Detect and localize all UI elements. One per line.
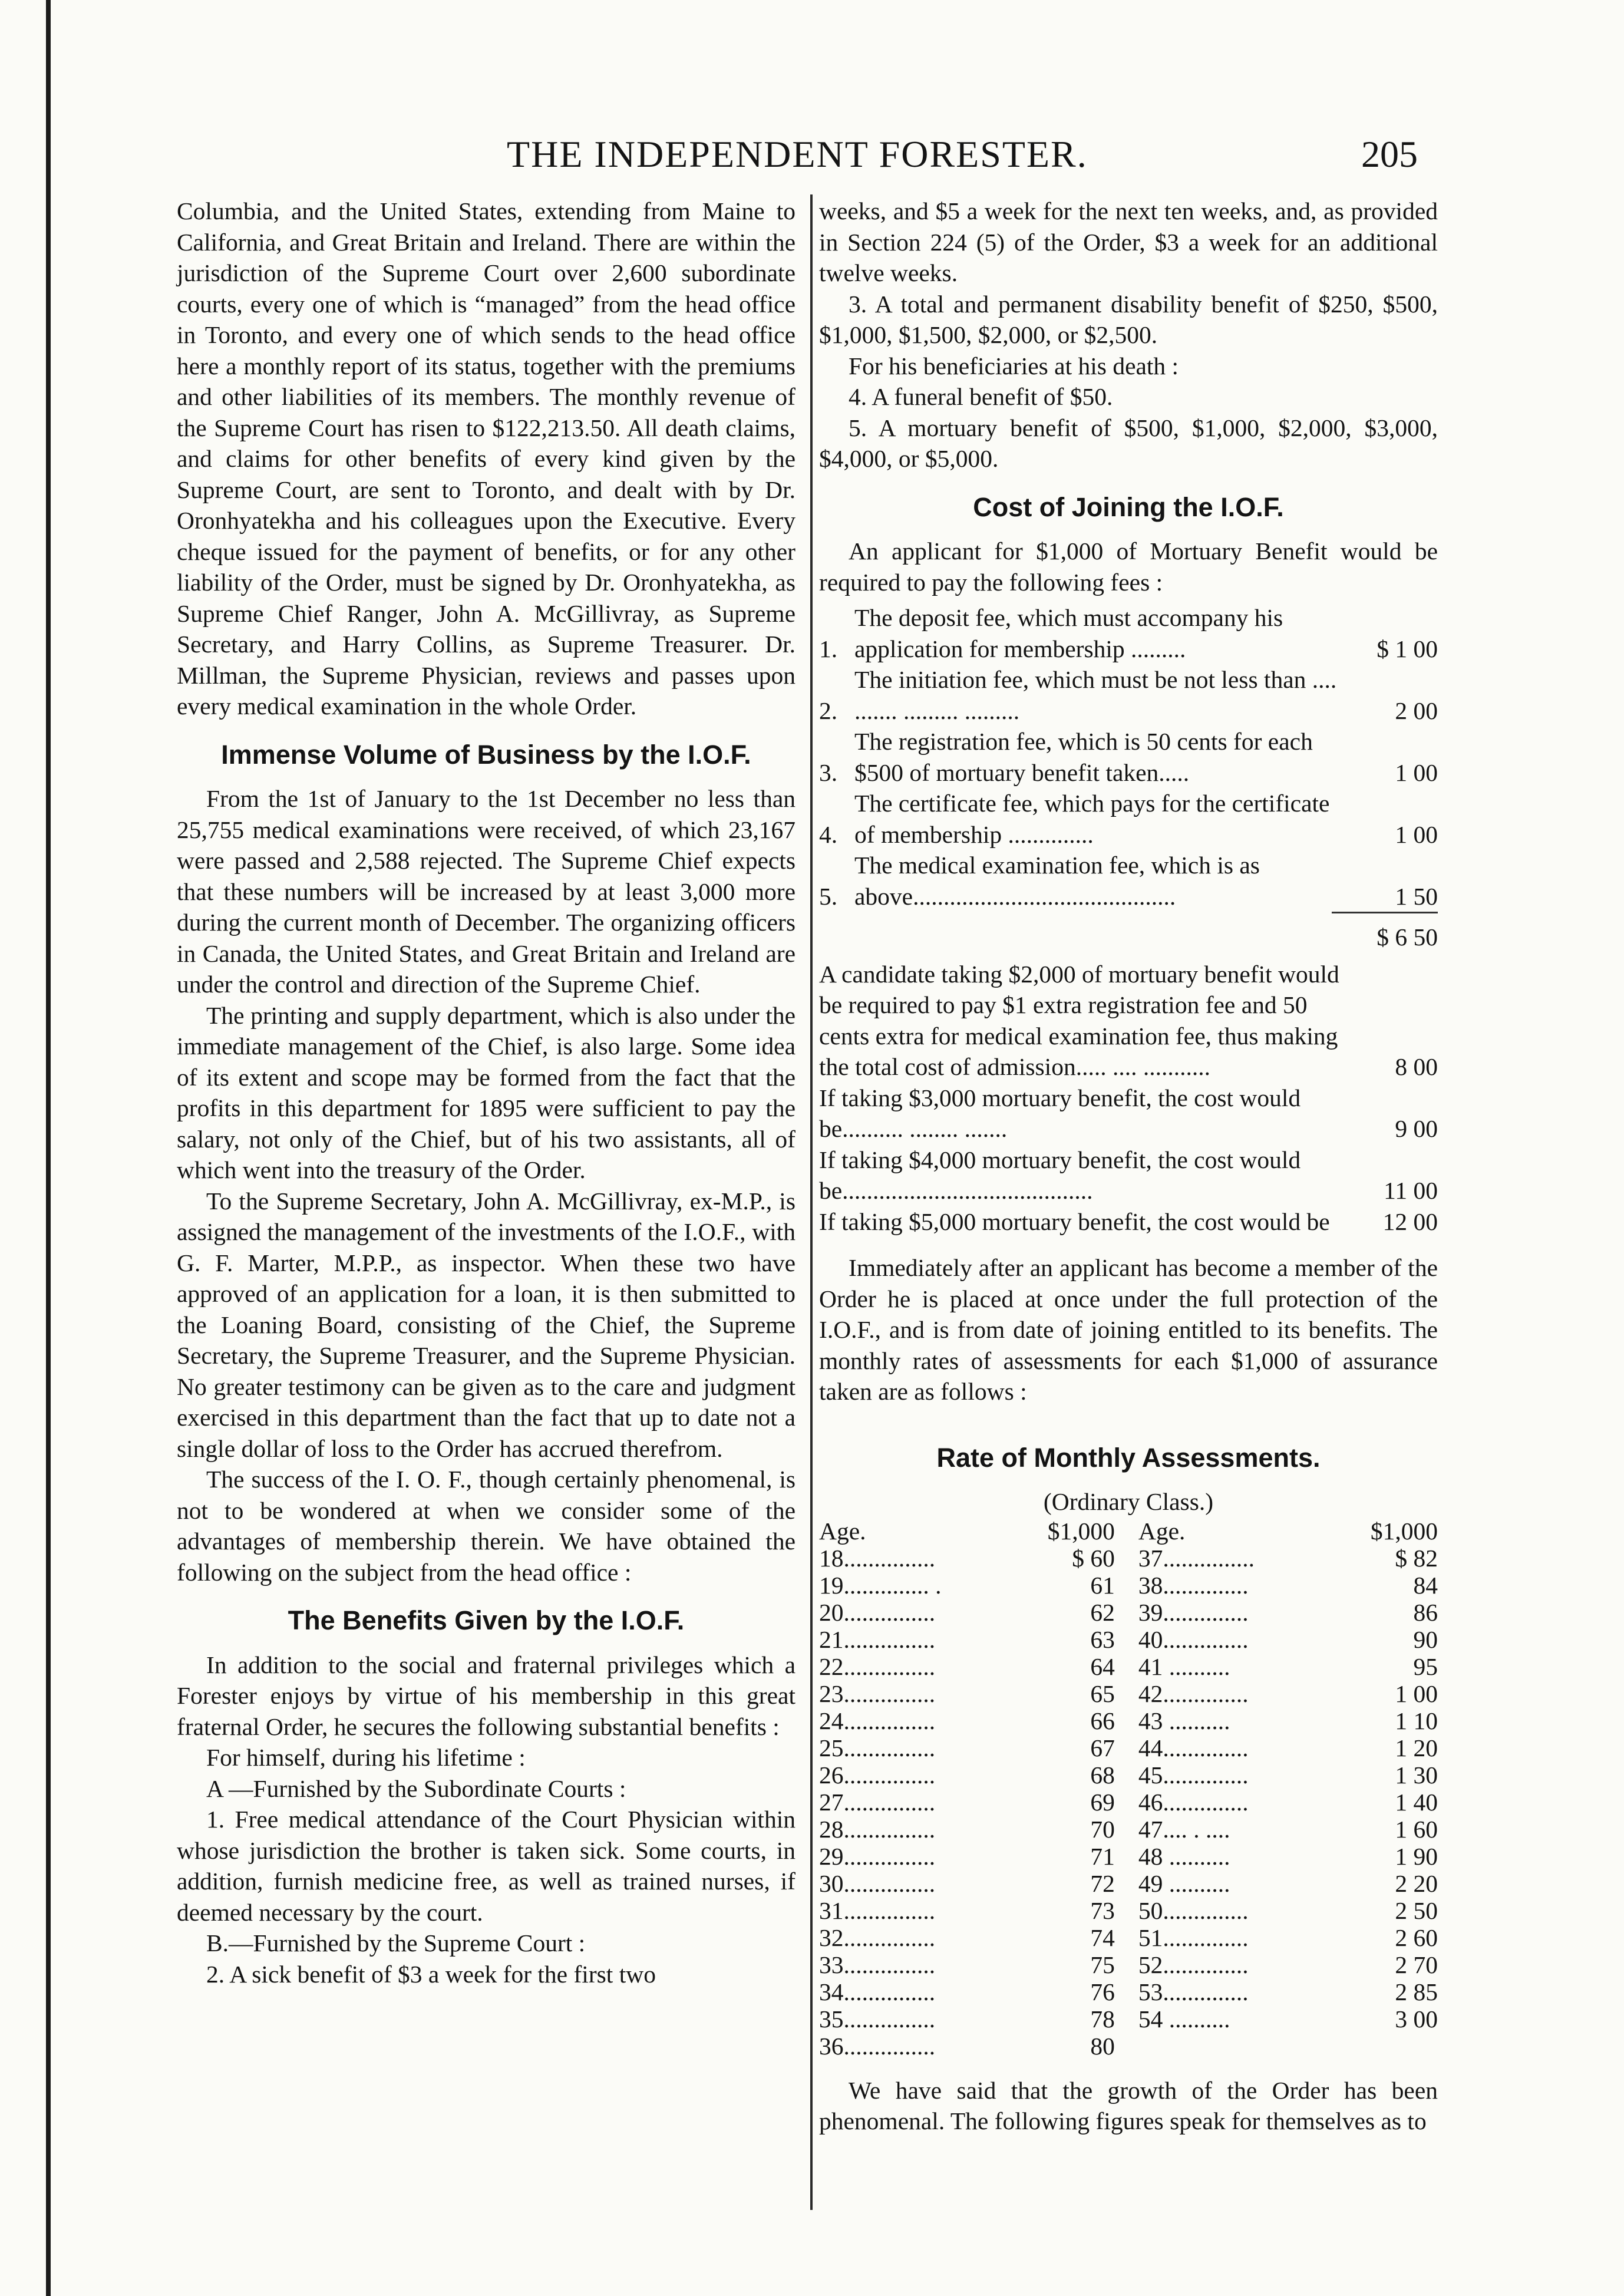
rate-cell: 1 60 [1395,1815,1438,1843]
rate-cell: 80 [1090,2032,1115,2060]
header-age: Age. [1138,1517,1186,1545]
rate-cell: 75 [1090,1951,1115,1978]
rates-row [819,1924,1438,1951]
rates-row [819,1870,1438,1897]
rate-cell: 76 [1090,1978,1115,2005]
header-age: Age. [819,1517,866,1545]
fee-amount: 1 00 [1395,758,1438,786]
running-title: THE INDEPENDENT FORESTER. [507,133,1088,175]
paragraph: For himself, during his lifetime : [206,1744,526,1771]
rates-row [819,1680,1438,1707]
paragraph: Immediately after an applicant has become a member of the Order he is placed at once under the full protection of the I.O.F., and is from date of joining entitled to its benefits. The monthly rates of assessments for each $1,000 of assurance taken are as follows : [819,1254,1438,1405]
rate-cell: 90 [1413,1625,1438,1653]
candidate-amount: 11 00 [1384,1177,1438,1204]
age-cell: 52.............. [1138,1951,1249,1978]
age-cell: 49 .......... [1138,1869,1230,1897]
age-cell: 22............... [819,1652,936,1680]
age-cell: 51.............. [1138,1924,1249,1951]
age-cell: 41 .......... [1138,1652,1230,1680]
age-cell: 43 .......... [1138,1707,1230,1734]
rates-table [819,1518,1438,2060]
rate-cell: 78 [1090,2005,1115,2033]
paragraph: An applicant for $1,000 of Mortuary Benefit would be required to pay the following fees : [819,537,1438,596]
fee-number: 4. [819,820,838,848]
age-cell: 34............... [819,1978,936,2005]
candidate-item [819,1083,1438,1144]
rates-row [819,1951,1438,1978]
rates-row [819,1897,1438,1924]
paragraph: The success of the I. O. F., though certainly phenomenal, is not to be wondered at when we consider some of the advantages of membership therein. We have obtained the following on the subject from the head office : [177,1466,796,1586]
fee-text: The initiation fee, which must be not less than .... ....... ......... ......... [854,666,1337,724]
rate-cell: 67 [1090,1734,1115,1761]
fee-number: 3. [819,758,838,786]
rate-cell: 1 00 [1395,1680,1438,1707]
paragraph: 1. Free medical attendance of the Court Physician within whose jurisdiction the brother is taken sick. Some courts, in addition, furnish medicine free, as well as trained nurses, if deemed necessary by the court. [177,1806,796,1926]
age-cell: 24............... [819,1707,936,1734]
age-cell: 38.............. [1138,1571,1249,1599]
paragraph: weeks, and $5 a week for the next ten weeks, and, as provided in Section 224 (5) of the Order, $3 a week for an additional twelve weeks. [819,197,1438,286]
fee-item [819,602,1438,664]
candidate-amount: 12 00 [1382,1208,1438,1235]
rate-cell: 3 00 [1395,2005,1438,2033]
fee-list [819,602,1438,953]
rate-cell: $ 60 [1072,1544,1115,1572]
rates-row [819,1653,1438,1680]
left-column [177,196,796,1990]
age-cell: 18............... [819,1544,936,1572]
fee-text: The medical examination fee, which is as above........................................... [854,852,1260,910]
age-cell: 31............... [819,1896,936,1924]
paragraph: 2. A sick benefit of $3 a week for the first two [206,1960,656,1988]
age-cell: 27............... [819,1788,936,1816]
age-cell: 47.... . .... [1138,1815,1230,1843]
rate-cell: 61 [1090,1571,1115,1599]
fee-item [819,788,1438,850]
candidate-item [819,1206,1438,1238]
paragraph: 5. A mortuary benefit of $500, $1,000, $2,000, $3,000, $4,000, or $5,000. [819,414,1438,472]
rates-row [819,1734,1438,1761]
fee-amount: 2 00 [1395,697,1438,724]
rate-cell: 1 20 [1395,1734,1438,1761]
age-cell: 44.............. [1138,1734,1249,1761]
paragraph: B.—Furnished by the Supreme Court : [206,1929,586,1957]
age-cell: 35............... [819,2005,936,2033]
rates-row [819,1978,1438,2005]
rate-cell: 71 [1090,1842,1115,1870]
paragraph: Columbia, and the United States, extending from Maine to California, and Great Britain and Ireland. There are within the jurisdiction of the Supreme Court over 2,600 subordinate courts, every one of which is “managed” from the head office in Toronto, and every one of which sends to the head office here a monthly report of its status, together with the premiums and other liabilities of its members. The monthly revenue of the Supreme Court has risen to $122,213.50. All death claims, and claims for other benefits of every kind given by the Supreme Court, are sent to Toronto, and dealt with by Dr. Oronhyatekha and his colleagues upon the Executive. Every cheque issued for the payment of benefits, or for any other liability of the Order, must be signed by Dr. Oronhyatekha, as Supreme Chief Ranger, John A. McGillivray, as Supreme Secretary, and Harry Collins, as Supreme Treasurer. Dr. Millman, the Supreme Physician, reviews and passes upon every medical examination in the whole Order. [177,197,796,720]
age-cell: 45.............. [1138,1761,1249,1789]
rate-cell: 1 10 [1395,1707,1438,1734]
rate-cell [1333,2033,1438,2060]
age-cell: 39.............. [1138,1598,1249,1626]
total-rule [1332,912,1438,913]
rate-cell: 63 [1090,1625,1115,1653]
age-cell: 46.............. [1138,1788,1249,1816]
section-heading-rates: Rate of Monthly Assessments. [936,1442,1321,1473]
age-cell: 30............... [819,1869,936,1897]
age-cell: 48 .......... [1138,1842,1230,1870]
fee-text: The registration fee, which is 50 cents for each $500 of mortuary benefit taken..... [854,728,1313,786]
page-number: 205 [1361,133,1418,175]
rate-cell: 86 [1413,1598,1438,1626]
rate-cell: 2 60 [1395,1924,1438,1951]
age-cell: 20............... [819,1598,936,1626]
rate-cell: $ 82 [1395,1544,1438,1572]
age-cell: 53.............. [1138,1978,1249,2005]
right-column [819,196,1438,2137]
rate-cell: 2 20 [1395,1869,1438,1897]
rate-cell: 66 [1090,1707,1115,1734]
rate-cell: 62 [1090,1598,1115,1626]
rate-cell: 1 90 [1395,1842,1438,1870]
rate-cell: 69 [1090,1788,1115,1816]
fee-item [819,664,1438,726]
fee-number: 1. [819,635,838,662]
paragraph: We have said that the growth of the Order has been phenomenal. The following figures speak for themselves as to [819,2076,1438,2135]
paragraph: 4. A funeral benefit of $50. [849,383,1113,410]
paragraph: To the Supreme Secretary, John A. McGillivray, ex-M.P., is assigned the management of the investments of the I.O.F., with G. F. Marter, M.P.P., as inspector. When these two have approved of an application for a loan, it is then submitted to the Loaning Board, consisting of the Chief, the Supreme Secretary, the Supreme Treasurer, and the Supreme Physician. No greater testimony can be given as to the care and judgment exercised in this department than the fact that up to date not a single dollar of loss to the Order has accrued therefrom. [177,1187,796,1462]
paragraph: In addition to the social and fraternal privileges which a Forester enjoys by virtue of his membership in this great fraternal Order, he secures the following substantial benefits : [177,1651,796,1740]
fee-item [819,726,1438,788]
fee-amount: 1 00 [1395,820,1438,848]
candidate-text: A candidate taking $2,000 of mortuary benefit would be required to pay $1 extra registration fee and 50 cents extra for medical examination fee, thus making the total cost of admission..... .... ........... [819,960,1339,1080]
age-cell: 21............... [819,1625,936,1653]
candidate-item [819,959,1438,1083]
candidate-list [819,959,1438,1238]
age-cell: 25............... [819,1734,936,1761]
rates-header-row [819,1518,1438,1545]
rates-row [819,1707,1438,1734]
rate-cell: 74 [1090,1924,1115,1951]
column-divider [810,194,813,2210]
section-heading-cost: Cost of Joining the I.O.F. [973,491,1284,522]
candidate-item [819,1144,1438,1206]
header-amount: $1,000 [1370,1517,1438,1545]
age-cell: 29............... [819,1842,936,1870]
rate-cell: 2 85 [1395,1978,1438,2005]
fee-amount: $ 1 00 [1377,635,1438,662]
fee-text: The deposit fee, which must accompany his application for membership ......... [854,604,1283,662]
rates-row [819,1816,1438,1843]
rates-row [819,1789,1438,1816]
rates-body [819,1545,1438,2060]
rates-subheading: (Ordinary Class.) [1043,1488,1214,1515]
age-cell: 32............... [819,1924,936,1951]
age-cell: 36............... [819,2032,936,2060]
fee-number: 5. [819,882,838,910]
paragraph: From the 1st of January to the 1st December no less than 25,755 medical examinations were received, of which 23,167 were passed and 2,588 rejected. The Supreme Chief expects that these numbers will be increased by at least 3,000 more during the current month of December. The organizing officers in Canada, the United States, and Great Britain and Ireland are under the control and direction of the Supreme Chief. [177,785,796,998]
age-cell: 19.............. . [819,1571,942,1599]
rate-cell: 72 [1090,1869,1115,1897]
age-cell: 23............... [819,1680,936,1707]
rate-cell: 2 70 [1395,1951,1438,1978]
age-cell: 40.............. [1138,1625,1249,1653]
age-cell: 42.............. [1138,1680,1249,1707]
rate-cell: 2 50 [1395,1896,1438,1924]
rate-cell: 70 [1090,1815,1115,1843]
rate-cell: 73 [1090,1896,1115,1924]
rate-cell: 95 [1413,1652,1438,1680]
rates-row [819,1572,1438,1599]
candidate-amount: 8 00 [1395,1053,1438,1080]
rate-cell: 65 [1090,1680,1115,1707]
paragraph: For his beneficiaries at his death : [849,352,1179,380]
age-cell: 37............... [1138,1544,1255,1572]
age-cell: 50.............. [1138,1896,1249,1924]
age-cell: 28............... [819,1815,936,1843]
rates-row [819,1626,1438,1653]
rates-row [819,1843,1438,1870]
rates-row [819,1545,1438,1572]
age-cell: 26............... [819,1761,936,1789]
rates-row [819,2005,1438,2033]
fee-amount: 1 50 [1395,882,1438,910]
rate-cell: 1 40 [1395,1788,1438,1816]
page-header [0,127,1624,180]
fee-number: 2. [819,697,838,724]
rate-cell: 1 30 [1395,1761,1438,1789]
rates-row [819,1599,1438,1626]
candidate-text: If taking $4,000 mortuary benefit, the cost would be......................................... [819,1146,1301,1204]
section-heading-business: Immense Volume of Business by the I.O.F. [221,739,751,770]
rates-row [819,2033,1438,2060]
candidate-text: If taking $3,000 mortuary benefit, the cost would be.......... ........ ....... [819,1084,1301,1142]
candidate-text: If taking $5,000 mortuary benefit, the cost would be [819,1208,1330,1235]
left-border-rule [46,0,51,2296]
paragraph: The printing and supply department, which is also under the immediate management of the Chief, is also large. Some idea of its extent and scope may be formed from the fact that the profits in this department for 1895 were sufficient to pay the salary, not only of the Chief, but of his two assistants, all of which went into the treasury of the Order. [177,1001,796,1183]
section-heading-benefits: The Benefits Given by the I.O.F. [288,1605,685,1635]
fee-text: The certificate fee, which pays for the certificate of membership .............. [854,790,1330,848]
age-cell: 33............... [819,1951,936,1978]
age-cell [1115,2033,1333,2060]
rate-cell: 68 [1090,1761,1115,1789]
rate-cell: 84 [1413,1571,1438,1599]
candidate-amount: 9 00 [1395,1115,1438,1142]
paragraph: A —Furnished by the Subordinate Courts : [206,1774,626,1802]
rate-cell: 64 [1090,1652,1115,1680]
paragraph: 3. A total and permanent disability benefit of $250, $500, $1,000, $1,500, $2,000, or $2,500. [819,290,1438,348]
age-cell: 54 .......... [1138,2005,1230,2033]
rates-row [819,1761,1438,1789]
fee-item [819,850,1438,912]
header-amount: $1,000 [1047,1517,1115,1545]
fee-total: $ 6 50 [1377,923,1438,951]
